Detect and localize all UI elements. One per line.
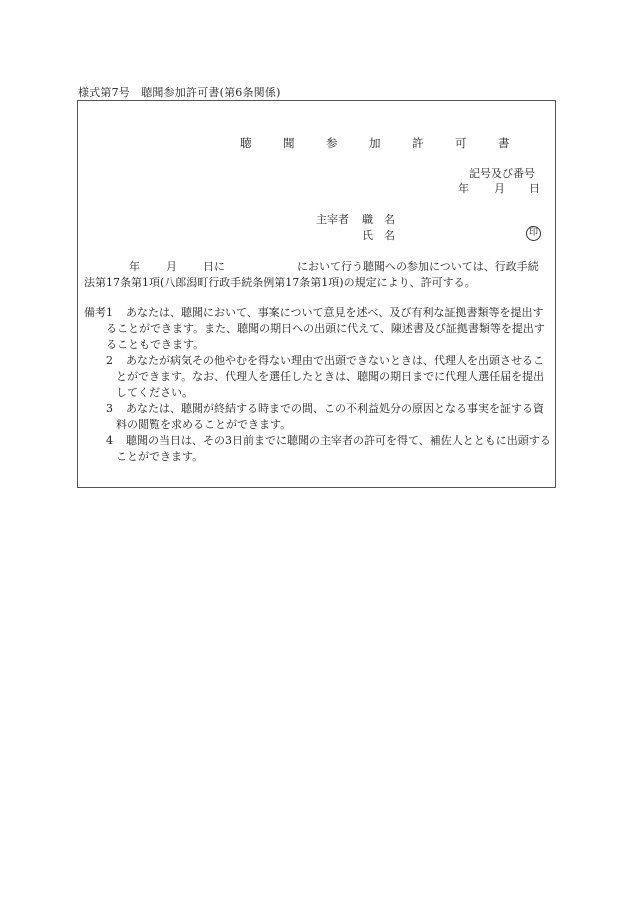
- remark-text: あなたが病気その他やむを得ない理由で出頭できないときは、代理人を出頭させることができます。なお、代理人を選任したときは、聴聞の期日までに代理人選任届を提出してください。: [116, 354, 545, 399]
- date-year-label: 年: [458, 182, 469, 195]
- document-title: 聴 聞 参 加 許 可 書: [240, 136, 520, 150]
- statement-day: 日に: [203, 260, 225, 273]
- remark-text: 聴聞の当日は、その3日前までに聴聞の主宰者の許可を得て、補佐人とともに出頭することができます。: [116, 434, 551, 463]
- remark-number: 3: [106, 402, 113, 415]
- presider-label: 主宰者: [316, 213, 349, 226]
- statement-year: 年: [129, 260, 140, 273]
- remark-number: 2: [106, 354, 113, 367]
- seal-mark: 印: [526, 226, 541, 241]
- date-month-label: 月: [494, 182, 505, 195]
- statement-month: 月: [166, 260, 177, 273]
- remark-number: 1: [106, 306, 113, 319]
- record-number-label: 記号及び番号: [469, 167, 535, 180]
- name-label: 氏 名: [362, 229, 395, 242]
- remark-item: [116, 401, 554, 433]
- remark-text: あなたは、聴聞において、事案について意見を述べ、及び有利な証拠書類等を提出することができます。また、聴聞の期日への出頭に代えて、陳述書及び証拠書類等を提出することもできます。: [106, 306, 545, 351]
- statement-line2: 法第17条第1項(八郎潟町行政手続条例第17条第1項)の規定により、許可する。: [84, 276, 476, 289]
- form-number-label: 様式第7号 聴聞参加許可書(第6条関係): [78, 86, 281, 99]
- statement-line1: において行う聴聞への参加については、行政手続: [297, 260, 539, 273]
- date-day-label: 日: [529, 182, 540, 195]
- remark-text: あなたは、聴聞が終結する時までの間、この不利益処分の原因となる事実を証する資料の閲覧を求めることができます。: [116, 402, 544, 431]
- remark-number: 4: [106, 434, 113, 447]
- remark-item: [116, 353, 554, 401]
- position-label: 職 名: [362, 213, 395, 226]
- remark-item: [106, 305, 554, 353]
- remark-item: [116, 433, 554, 465]
- remarks-heading: 備考: [84, 306, 106, 319]
